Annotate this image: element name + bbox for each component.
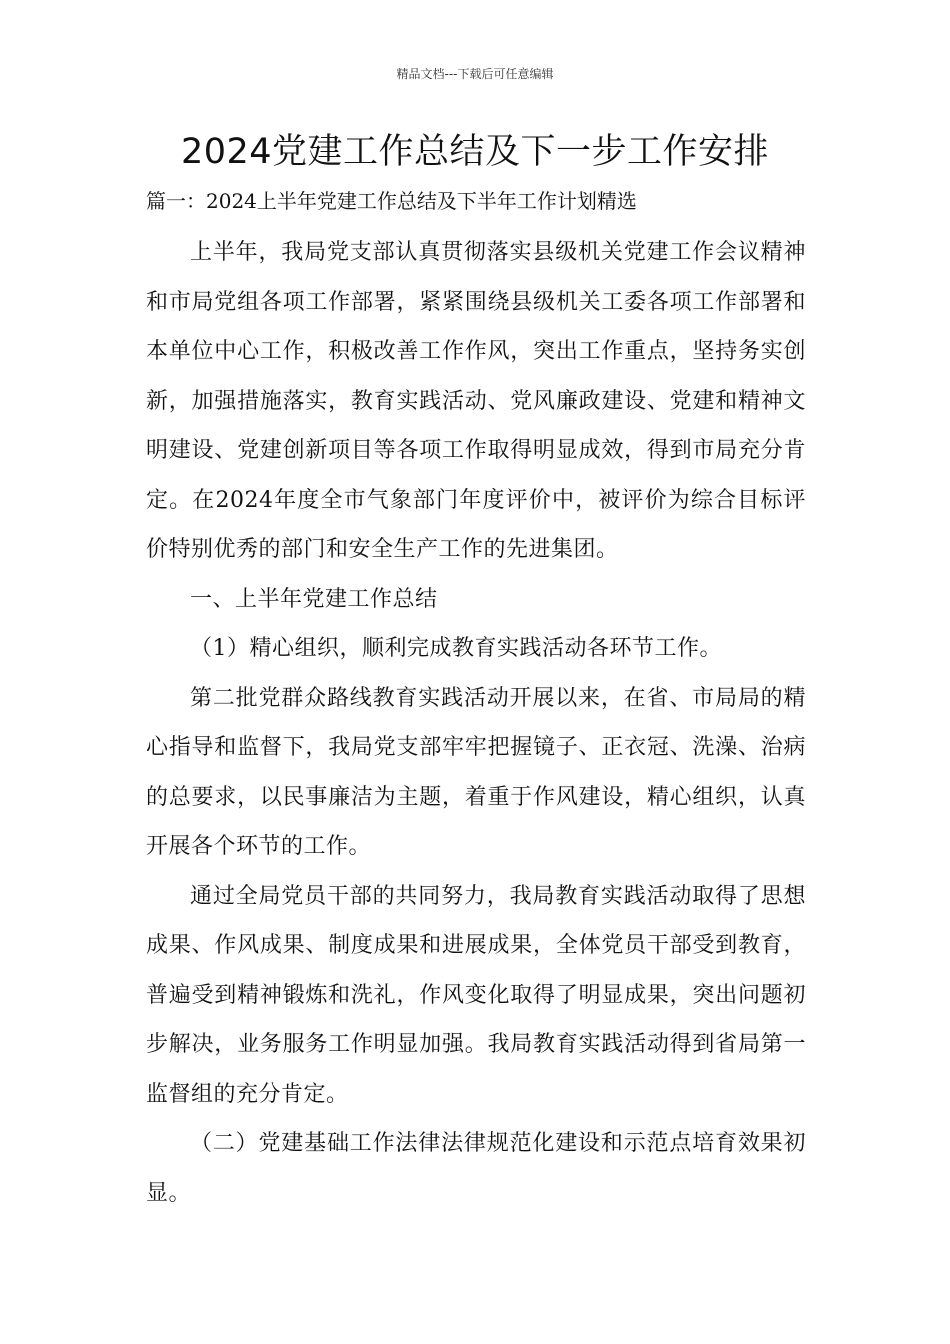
section-heading-1: 一、上半年党建工作总结 [190, 586, 438, 612]
paragraph-activity: 第二批党群众路线教育实践活动开展以来，在省、市局局的精心指导和监督下，我局党支部牢牢把握镜子、正衣冠、洗澡、治病的总要求，以民事廉洁为主题，着重于作风建设，精心组织，认真开展各个环节的工作。 [146, 685, 806, 859]
header-note: 精品文档---下载后可任意编辑 [396, 67, 554, 81]
subsection-heading-2: （二）党建基础工作法律法律规范化建设和示范点培育效果初显。 [146, 1131, 806, 1206]
subsection-heading-1: （1）精心组织，顺利完成教育实践活动各环节工作。 [190, 636, 722, 661]
section-subheading: 篇一：2024上半年党建工作总结及下半年工作计划精选 [146, 189, 637, 213]
paragraph-intro: 上半年，我局党支部认真贯彻落实县级机关党建工作会议精神和市局党组各项工作部署，紧紧围绕县级机关工委各项工作部署和本单位中心工作，积极改善工作作风，突出工作重点，坚持务实创新，加强措施落实，教育实践活动、党风廉政建设、党建和精神文明建设、党建创新项目等各项工作取得明显成效，得到市局充分肯定。在2024年度全市气象部门年度评价中，被评价为综合目标评价特别优秀的部门和安全生产工作的先进集团。 [146, 240, 806, 562]
paragraph-results: 通过全局党员干部的共同努力，我局教育实践活动取得了思想成果、作风成果、制度成果和进展成果，全体党员干部受到教育，普遍受到精神锻炼和洗礼，作风变化取得了明显成果，突出问题初步解决，业务服务工作明显加强。我局教育实践活动得到省局第一监督组的充分肯定。 [146, 883, 806, 1107]
document-body [146, 228, 806, 1218]
document-title: 2024党建工作总结及下一步工作安排 [180, 132, 770, 172]
